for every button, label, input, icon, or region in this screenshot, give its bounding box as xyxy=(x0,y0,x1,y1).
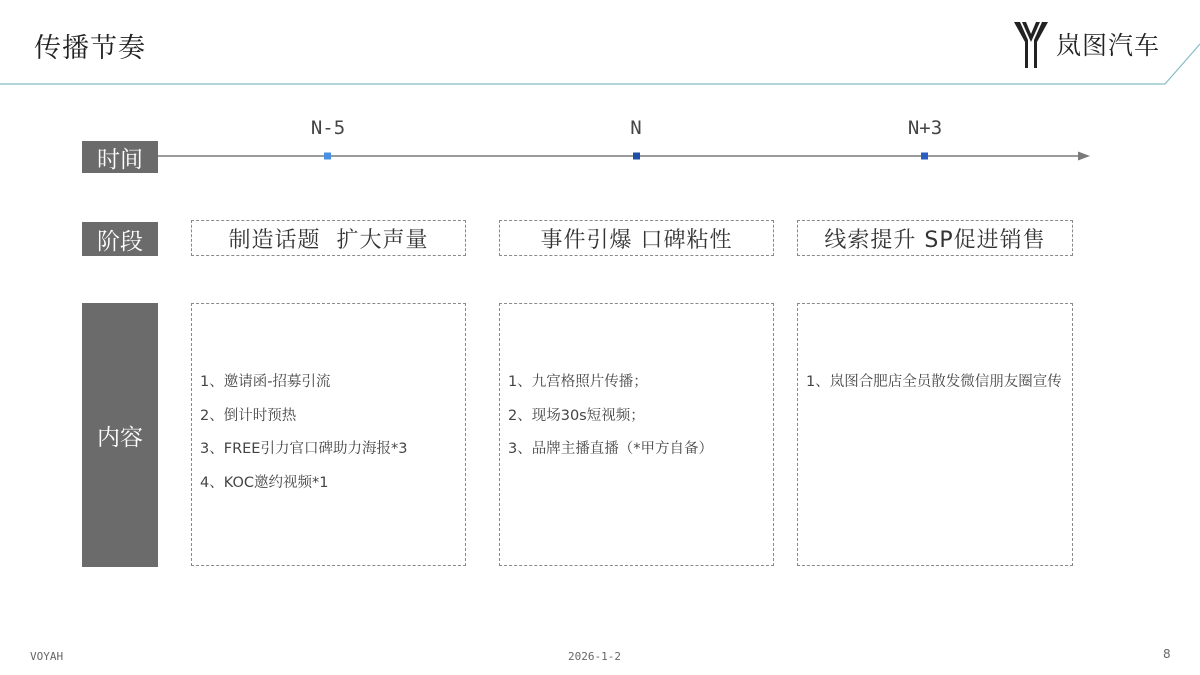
stage-box-2: 事件引爆 口碑粘性 xyxy=(499,220,774,256)
content-item: 1、邀请函-招募引流 xyxy=(200,374,331,390)
content-item: 2、倒计时预热 xyxy=(200,407,297,424)
footer-date: 2026-1-2 xyxy=(568,650,621,663)
content-box-1 xyxy=(191,303,466,566)
content-item: 3、品牌主播直播（*甲方自备） xyxy=(508,441,713,457)
row-label-time: 时间 xyxy=(82,141,158,173)
page-number: 8 xyxy=(1163,647,1171,661)
timeline-marker-n xyxy=(633,153,640,160)
timeline-tick-label: N-5 xyxy=(310,117,346,139)
page-title: 传播节奏 xyxy=(34,33,146,64)
content-item: 1、九宫格照片传播； xyxy=(508,374,648,390)
row-label-content: 内容 xyxy=(82,303,158,567)
brand-name: 岚图汽车 xyxy=(1056,31,1161,60)
timeline-marker-n-minus-5 xyxy=(324,153,331,160)
row-label-stage: 阶段 xyxy=(82,222,158,256)
timeline xyxy=(0,0,1200,200)
stage-box-3: 线索提升 SP促进销售 xyxy=(797,220,1073,256)
content-box-3 xyxy=(797,303,1073,566)
timeline-tick-label: N+3 xyxy=(907,117,943,139)
content-item: 3、FREE引力官口碑助力海报*3 xyxy=(200,441,408,457)
content-item: 2、现场30s短视频； xyxy=(508,407,645,424)
timeline-tick-label: N xyxy=(630,117,642,139)
content-box-2 xyxy=(499,303,774,566)
footer-brand: VOYAH xyxy=(30,650,64,663)
content-item: 4、KOC邀约视频*1 xyxy=(200,474,329,491)
content-item: 1、岚图合肥店全员散发微信朋友圈宣传 xyxy=(806,374,1062,390)
timeline-marker-n-plus-3 xyxy=(921,153,928,160)
stage-box-1: 制造话题 扩大声量 xyxy=(191,220,466,256)
